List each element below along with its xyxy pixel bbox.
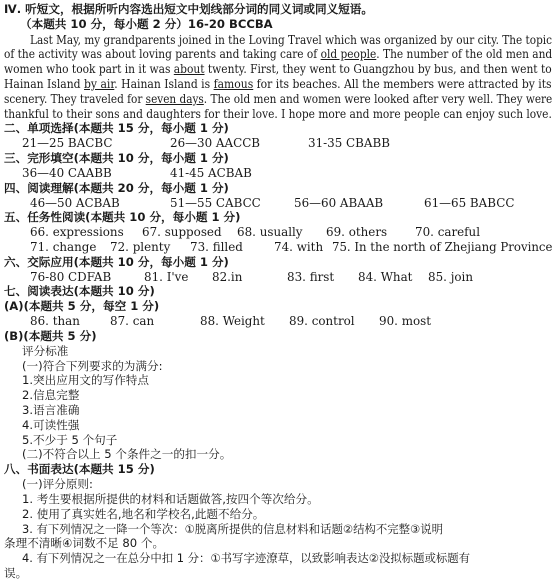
underlined-phrase-by-air: by air bbox=[84, 77, 115, 91]
section-5-title: 五、任务性阅读(本题共 10 分，每小题 1 分) bbox=[4, 210, 241, 225]
passage-text: . Hainan Island is bbox=[114, 77, 214, 91]
passage-text: for its beaches. All the members were attracted by its bbox=[253, 77, 552, 91]
answer-41-45: 41-45 ACBAB bbox=[170, 165, 252, 180]
full-marks-intro: (一)符合下列要求的为满分: bbox=[22, 358, 163, 373]
passage-text: scenery. They traveled for bbox=[4, 91, 146, 106]
passage-line-6: thankful to their sons and daughters for their love. I hope more and more people can enjoy such love. bbox=[4, 106, 552, 121]
criteria-item-3: 3.语言准确 bbox=[22, 403, 80, 417]
passage-text: of the activity was about loving parents and taking care of bbox=[4, 47, 321, 62]
rule-3: 3. 有下列情况之一降一个等次：①脱离所提供的信息材料和话题②结构不完整③说明 bbox=[22, 521, 444, 536]
answer-21-25: 21—25 BACBC bbox=[22, 136, 113, 151]
answer-68: 68. usually bbox=[237, 225, 303, 240]
criteria-item-5: 5.不少于 5 个句子 bbox=[22, 432, 118, 447]
passage-line-4 bbox=[4, 76, 552, 92]
passage-line-3 bbox=[4, 61, 552, 77]
section-4-title: 四、阅读理解(本题共 20 分，每小题 1 分) bbox=[4, 180, 229, 195]
principle-title: (一)评分原则: bbox=[22, 477, 93, 492]
answer-74: 74. with bbox=[274, 240, 324, 254]
section-7a-title: (A)(本题共 5 分，每空 1 分) bbox=[4, 299, 160, 314]
answer-75: 75. In the north of Zhejiang Province bbox=[332, 240, 553, 254]
section-7b-title: (B)(本题共 5 分) bbox=[4, 328, 97, 343]
deduct-rule: (二)不符合以上 5 个条件之一的扣一分。 bbox=[22, 447, 232, 462]
answer-82: 82.in bbox=[212, 269, 243, 284]
answer-61-65: 61—65 BABCC bbox=[424, 195, 515, 210]
answer-83: 83. first bbox=[287, 269, 335, 284]
criteria-item-1: 1.突出应用文的写作特点 bbox=[22, 373, 149, 388]
section-3-title: 三、完形填空(本题共 10 分，每小题 1 分) bbox=[4, 151, 229, 166]
answer-88: 88. Weight bbox=[200, 314, 265, 329]
answer-66: 66. expressions bbox=[30, 225, 124, 240]
answer-72: 72. plenty bbox=[110, 240, 171, 254]
passage-text: . The number of the old men and bbox=[376, 47, 553, 62]
section-8-title: 八、书面表达(本题共 15 分) bbox=[4, 462, 155, 477]
answer-26-30: 26—30 AACCB bbox=[170, 136, 261, 151]
rule-4-cont: 误。 bbox=[4, 566, 28, 580]
underlined-word-famous: famous bbox=[213, 77, 254, 91]
answer-81: 81. I've bbox=[144, 269, 189, 284]
answer-85: 85. join bbox=[428, 269, 473, 284]
answer-31-35: 31-35 CBABB bbox=[308, 136, 390, 151]
answer-70: 70. careful bbox=[415, 225, 481, 240]
passage-text: twenty. First, they went to Guangzhou by bus, and then went to bbox=[204, 62, 552, 77]
answer-89: 89. control bbox=[289, 314, 355, 329]
passage-line-1: Last May, my grandparents joined in the Loving Travel which was organized by our city. The topic bbox=[30, 32, 553, 47]
section-2-title: 二、单项选择(本题共 15 分，每小题 1 分) bbox=[4, 121, 229, 136]
answer-56-60: 56—60 ABAAB bbox=[294, 195, 384, 210]
section-6-title: 六、交际应用(本题共 10 分，每小题 1 分) bbox=[4, 254, 229, 269]
answer-87: 87. can bbox=[110, 314, 155, 329]
rule-2: 2. 使用了真实姓名,地名和学校名,此题不给分。 bbox=[22, 506, 265, 521]
answer-51-55: 51—55 CABCC bbox=[170, 195, 261, 210]
passage-line-5 bbox=[4, 91, 552, 107]
answer-76-80: 76-80 CDFAB bbox=[30, 269, 112, 284]
passage-text: . The old men and women were looked after very well. They were bbox=[203, 91, 553, 106]
section-iv-title: Ⅳ. 听短文，根据所听内容选出短文中划线部分词的同义词或同义短语。 bbox=[4, 2, 373, 16]
criteria-title: 评分标准 bbox=[22, 343, 69, 358]
answer-46-50: 46—50 ACBAB bbox=[30, 195, 120, 210]
passage-text: Hainan Island bbox=[4, 77, 85, 91]
answer-86: 86. than bbox=[30, 314, 80, 329]
underlined-phrase-seven-days: seven days bbox=[145, 91, 204, 106]
underlined-phrase-old-people: old people bbox=[320, 47, 377, 62]
answer-84: 84. What bbox=[358, 269, 413, 284]
section-iv-score: （本题共 10 分，每小题 2 分）16-20 BCCBA bbox=[20, 16, 273, 31]
answer-71: 71. change bbox=[30, 240, 97, 254]
answer-36-40: 36—40 CAABB bbox=[22, 165, 112, 180]
section-7-title: 七、阅读表达(本题共 10 分) bbox=[4, 284, 155, 299]
answer-67: 67. supposed bbox=[142, 225, 222, 240]
rule-3-cont: 条理不清晰④词数不足 80 个。 bbox=[4, 536, 165, 551]
answer-73: 73. filled bbox=[190, 240, 243, 254]
underlined-word-about: about bbox=[173, 62, 205, 77]
passage-text: women who took part in it was bbox=[4, 62, 174, 77]
answer-90: 90. most bbox=[379, 314, 432, 329]
criteria-item-4: 4.可读性强 bbox=[22, 417, 80, 432]
answer-69: 69. others bbox=[326, 225, 388, 240]
rule-1: 1. 考生要根据所提供的材料和话题做答,按四个等次给分。 bbox=[22, 491, 319, 506]
passage-line-2 bbox=[4, 46, 552, 62]
criteria-item-2: 2.信息完整 bbox=[22, 388, 80, 403]
rule-4: 4. 有下列情况之一在总分中扣 1 分：①书写字迹潦草，以致影响表达②没拟标题或标题有 bbox=[22, 551, 471, 566]
